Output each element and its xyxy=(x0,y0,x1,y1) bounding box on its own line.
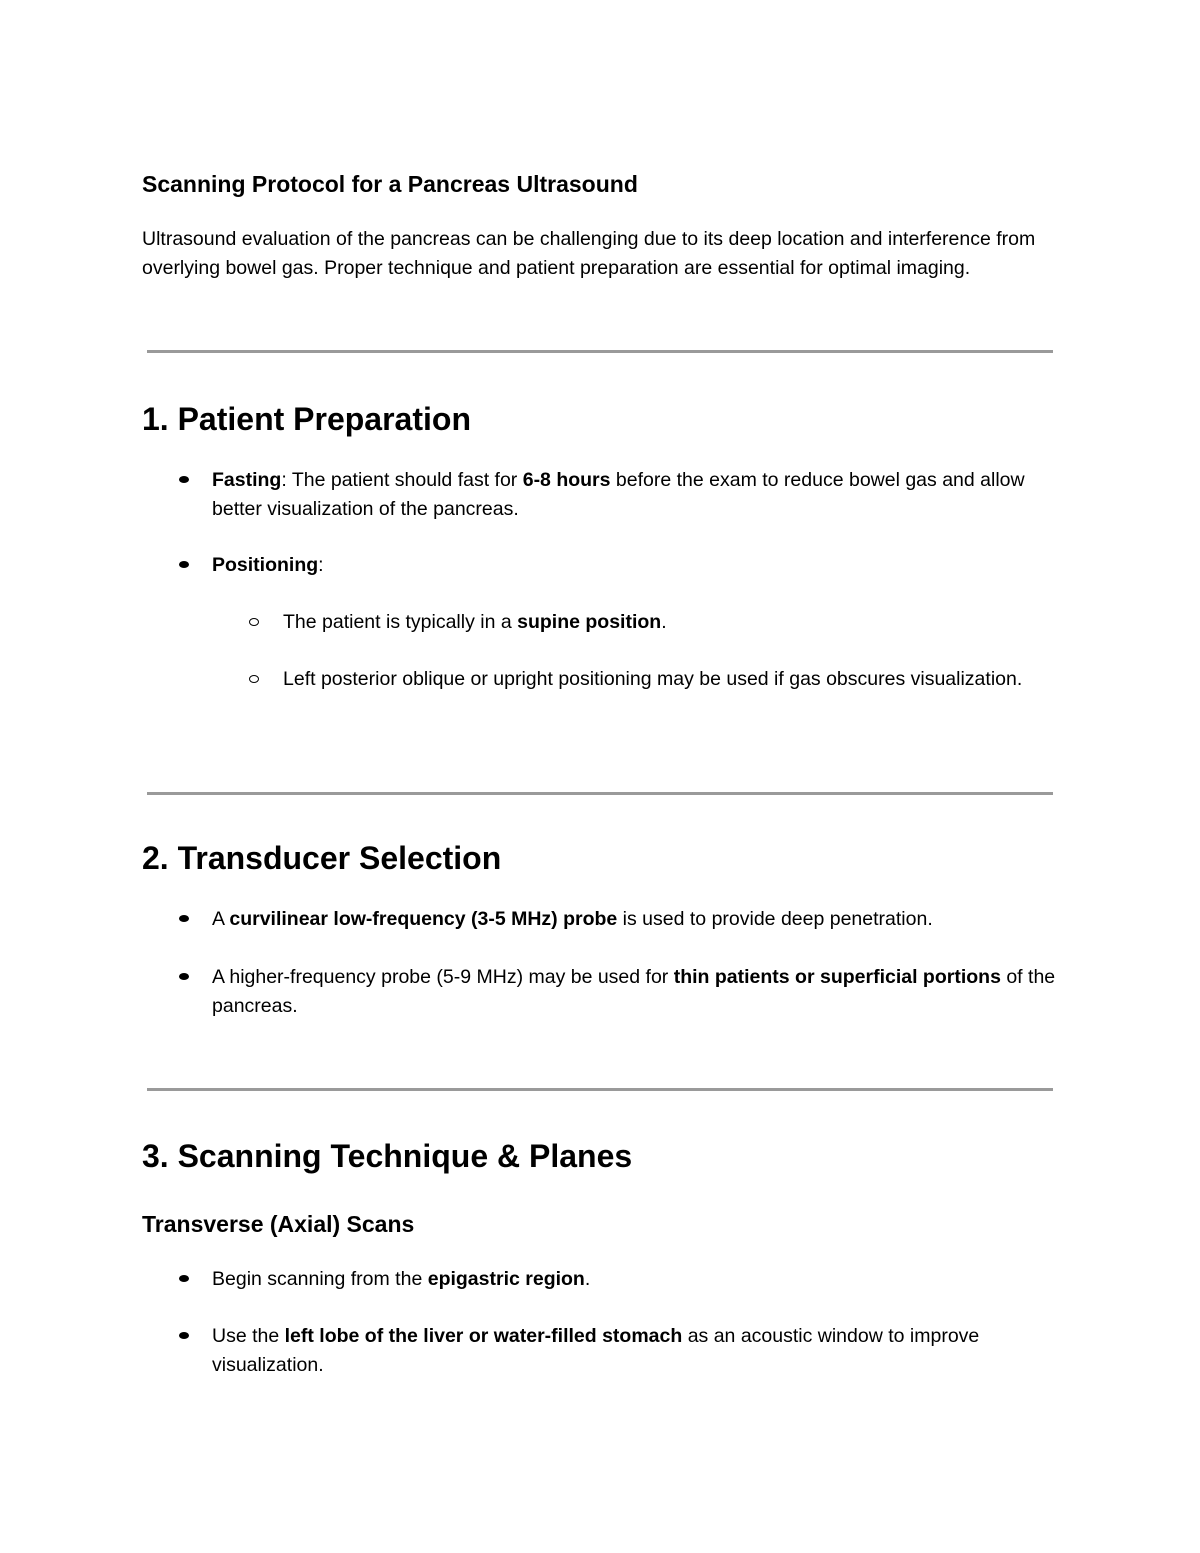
intro-paragraph: Ultrasound evaluation of the pancreas can be challenging due to its deep location and interference from overlying bowel gas. Proper technique and patient preparation are essential for optimal imaging. xyxy=(142,228,1036,279)
window-bold: left lobe of the liver or water-filled stomach xyxy=(284,1325,683,1347)
list-item-epigastric xyxy=(212,1265,1072,1294)
supine-bold: supine position xyxy=(517,611,662,633)
list-item-curvilinear-probe xyxy=(212,905,1072,934)
supine-text-b: . xyxy=(661,611,667,633)
list-item-oblique: Left posterior oblique or upright positioning may be used if gas obscures visualization. xyxy=(283,668,1023,690)
section-heading-transducer-selection: 2. Transducer Selection xyxy=(142,840,502,876)
bullet-icon xyxy=(179,476,189,483)
probe2-text-b: of the pancreas. xyxy=(212,966,1056,1017)
window-text-b: as an acoustic window to improve visualization. xyxy=(212,1325,980,1376)
horizontal-divider xyxy=(147,350,1053,353)
list-item-acoustic-window xyxy=(212,1322,1072,1379)
fasting-text-a: : The patient should fast for xyxy=(281,469,523,491)
list-item-supine xyxy=(283,608,1063,637)
fasting-label: Fasting xyxy=(212,469,282,491)
sub-bullet-icon xyxy=(249,675,259,683)
document-title: Scanning Protocol for a Pancreas Ultrasound xyxy=(142,171,638,197)
epigastric-text-a: Begin scanning from the xyxy=(212,1268,428,1290)
positioning-label: Positioning xyxy=(212,554,319,576)
bullet-icon xyxy=(179,1275,189,1282)
subheading-transverse-scans: Transverse (Axial) Scans xyxy=(142,1211,415,1237)
window-text-a: Use the xyxy=(212,1325,285,1347)
bullet-icon xyxy=(179,1332,189,1339)
epigastric-bold: epigastric region xyxy=(427,1268,585,1290)
positioning-colon: : xyxy=(318,554,324,576)
probe1-text-a: A xyxy=(212,908,230,930)
probe1-text-b: is used to provide deep penetration. xyxy=(617,908,933,930)
horizontal-divider xyxy=(147,792,1053,795)
section-heading-scanning-technique: 3. Scanning Technique & Planes xyxy=(142,1138,633,1174)
fasting-duration: 6-8 hours xyxy=(522,469,611,491)
list-item-fasting xyxy=(212,466,1072,523)
sub-bullet-icon xyxy=(249,618,259,626)
list-item-high-frequency-probe xyxy=(212,963,1072,1020)
supine-text-a: The patient is typically in a xyxy=(283,611,518,633)
bullet-icon xyxy=(179,915,189,922)
fasting-text-b: before the exam to reduce bowel gas and allow better visualization of the pancreas. xyxy=(212,469,1025,520)
list-item-positioning xyxy=(212,551,1072,580)
epigastric-text-b: . xyxy=(584,1268,591,1290)
bullet-icon xyxy=(179,561,189,568)
horizontal-divider xyxy=(147,1088,1053,1091)
probe2-bold: thin patients or superficial portions xyxy=(673,966,1001,988)
bullet-icon xyxy=(179,973,189,980)
probe2-text-a: A higher-frequency probe (5-9 MHz) may be used for xyxy=(212,966,674,988)
section-heading-patient-preparation: 1. Patient Preparation xyxy=(142,401,471,437)
probe1-bold: curvilinear low-frequency (3-5 MHz) probe xyxy=(229,908,618,930)
